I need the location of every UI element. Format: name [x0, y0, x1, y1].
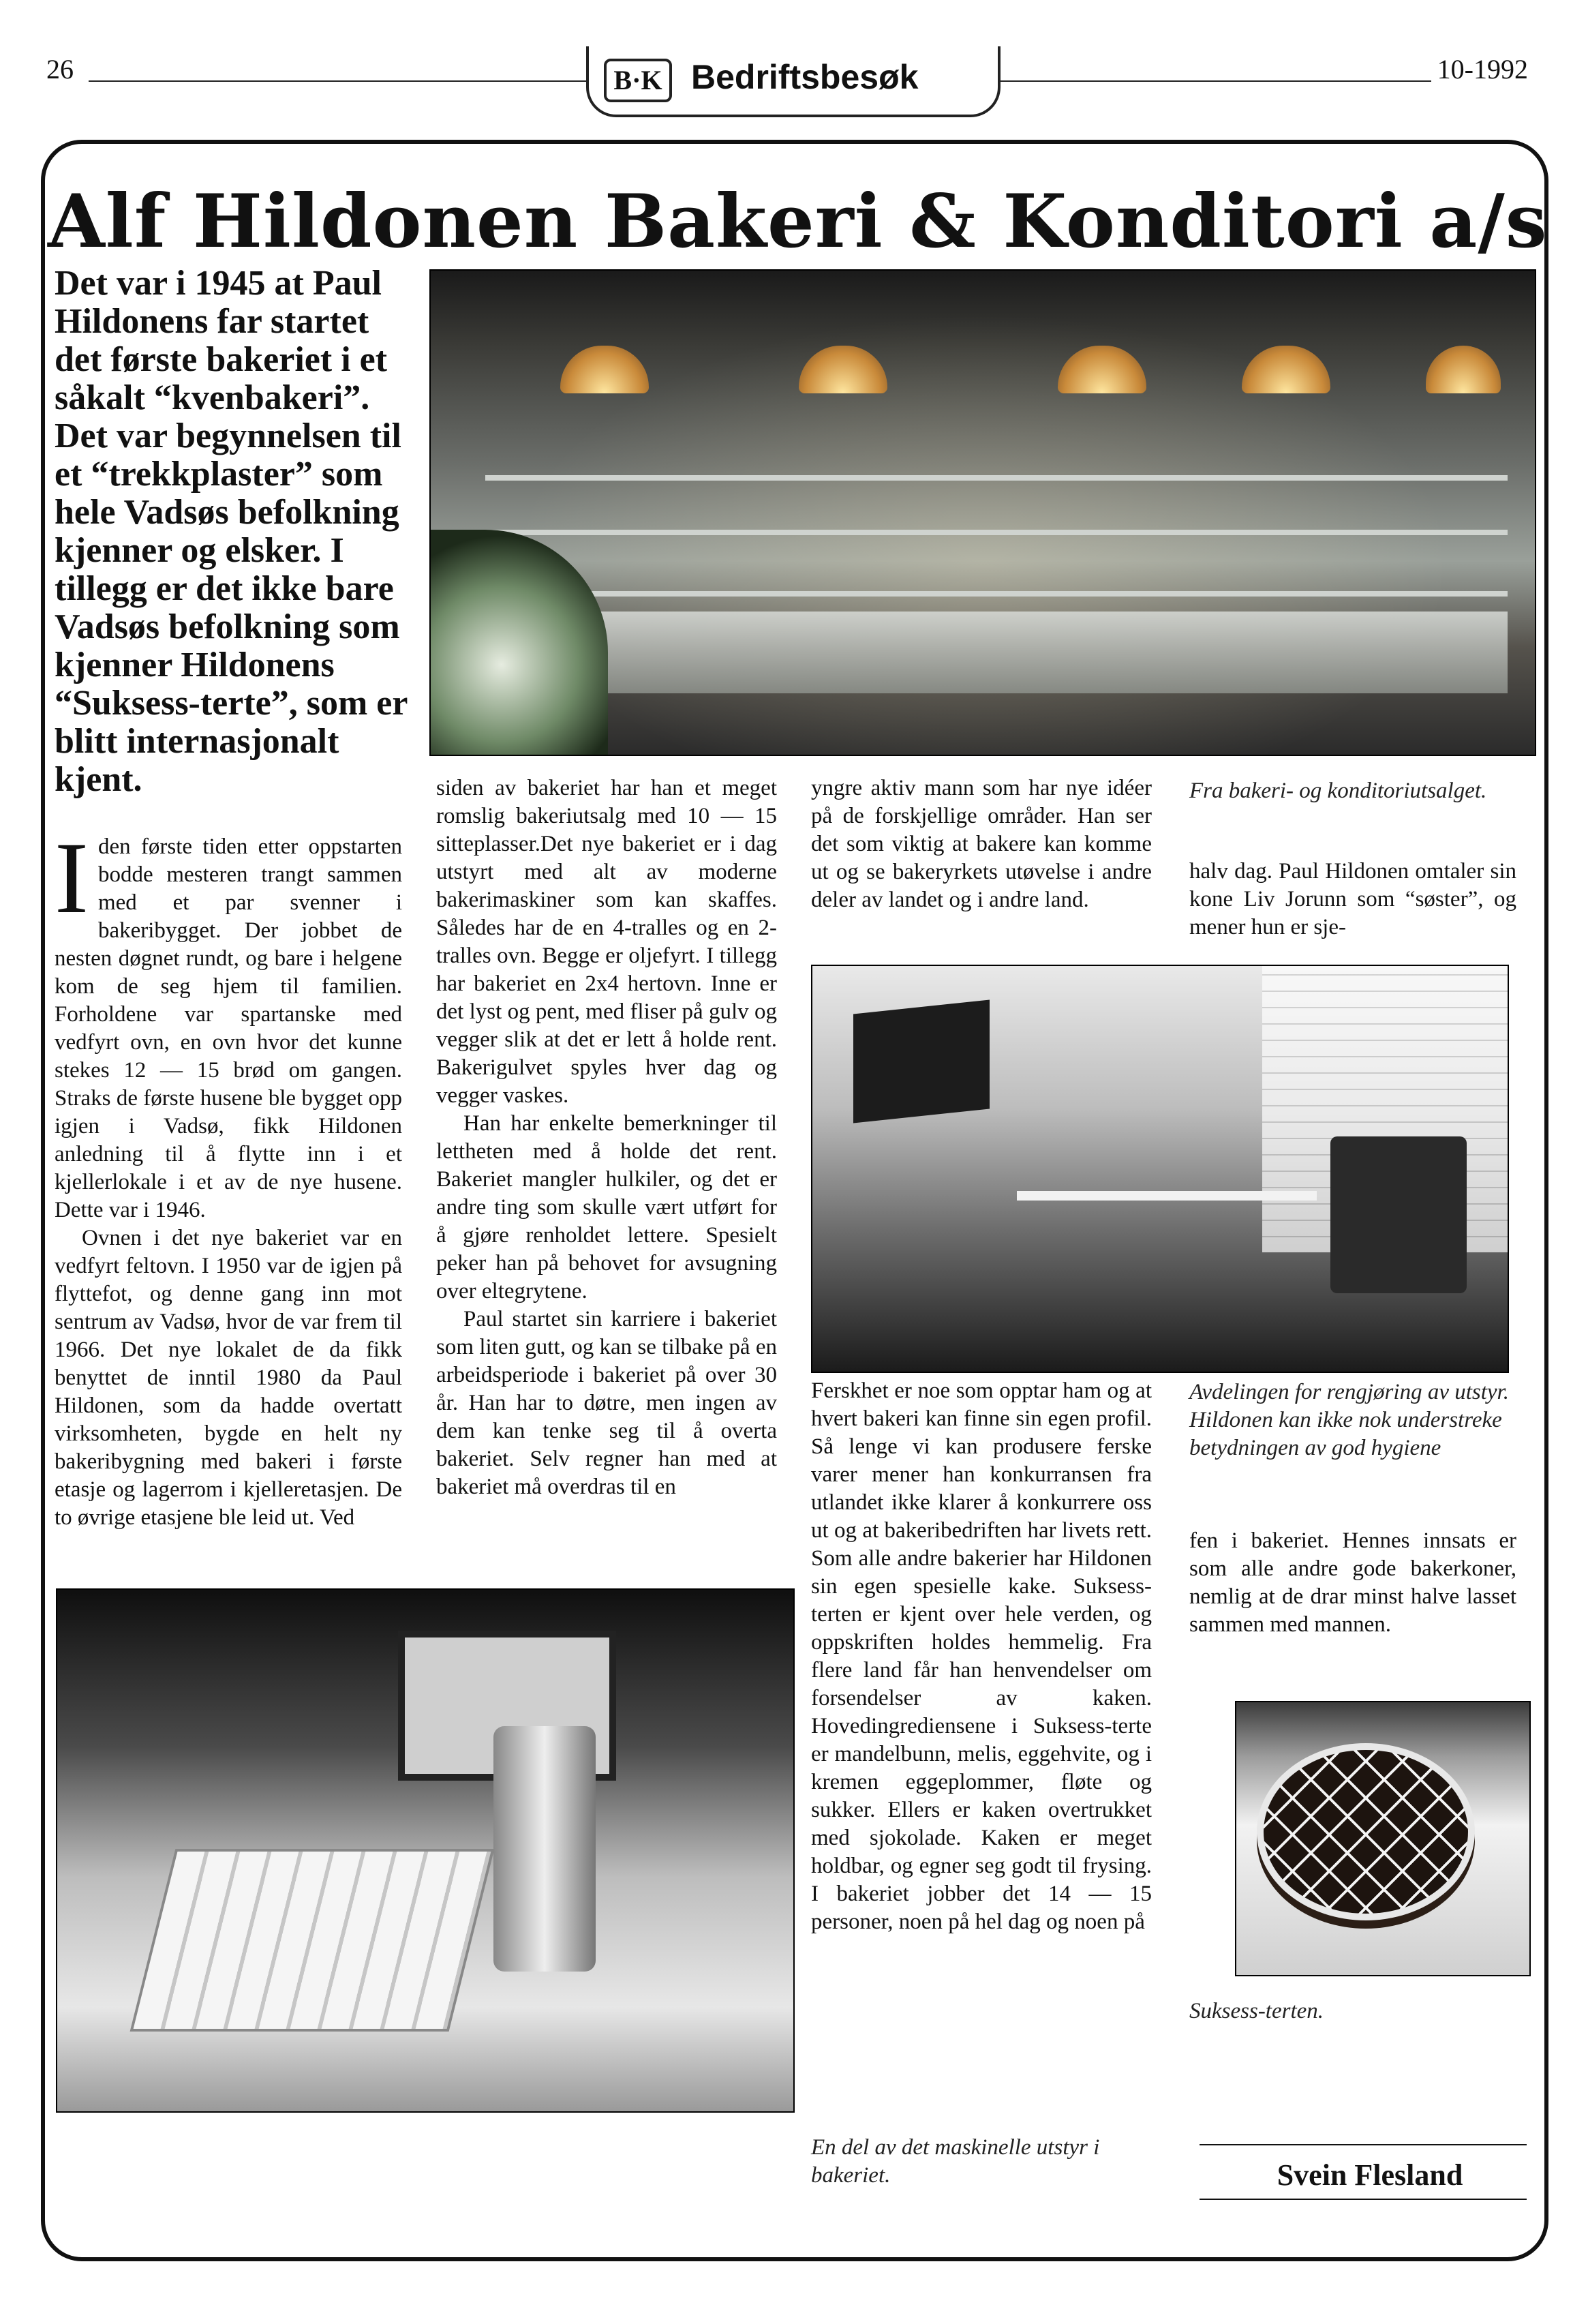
col2-paragraph-1: siden av bakeriet har han et meget romslig bakeriutsalg med 10 — 15 sitteplasser.Det nye bakeriet er i dag utstyrt med alt av moderne bakerimaskiner som kan skaffes. Således har de en 4-tralles og en 2-tralles ovn. Begge er oljefyrt. I tillegg har bakeriet en 2x4 hertovn. Inne er det lyst og pent, med fliser på gulv og vegger slik at det er lett å holde rent. Bakerigulvet spyles hver dag og vegger vaskes.: [436, 776, 777, 1108]
col3-paragraph-2: Ferskhet er noe som opptar ham og at hvert bakeri kan finne sin egen profil. Så lenge vi kan produsere ferske varer mener han konkurransen fra utlandet ikke klarer å konkurrere oss ut og at bakeribedriften har livets rett. Som alle andre bakerier har Hildonen sin egen spesielle kake. Suksess-terten er kjent over hele verden, og oppskriften holdes hemmelig. Fra flere land får han henvendelser om forsendelser av kaken. Hovedingrediensene i Suksess-terte er mandelbunn, melis, eggehvite, og i kremen eggeplommer, fløte og sukker. Ellers er kaken overtrukket med sjokolade. Kaken er meget holdbar, og egner seg godt til frysing. I bakeriet jobber det 14 — 15 personer, noen på hel dag og noen på: [811, 1378, 1152, 1934]
magazine-logo: B·K: [604, 59, 672, 102]
photo-cleaning-department: [811, 965, 1509, 1373]
col4-paragraph-1: halv dag. Paul Hildonen omtaler sin kone Liv Jorunn som “søster”, og mener hun er sje-: [1189, 859, 1516, 939]
issue-number: 10-1992: [1437, 54, 1528, 85]
col3-paragraph-1: yngre aktiv mann som har nye idéer på de forskjellige områder. Han ser det som viktig at bakere kan komme ut og se bakeryrkets utøvelse i andre deler av landet og i andre land.: [811, 776, 1152, 912]
byline-rule-top: [1200, 2144, 1527, 2145]
section-tab: [586, 46, 1001, 117]
header-rule-right: [995, 80, 1431, 82]
page-number: 26: [46, 54, 74, 85]
col4-paragraph-2: fen i bakeriet. Hennes innsats er som alle andre gode bakerkoner, nemlig at de drar minst halve lasset sammen med mannen.: [1189, 1528, 1516, 1637]
byline-rule-bottom: [1200, 2199, 1527, 2200]
section-title: Bedriftsbesøk: [691, 58, 919, 96]
column-1: [55, 821, 402, 1532]
column-3-bottom: [811, 1377, 1152, 1936]
column-2: [436, 774, 777, 1501]
article-title: Alf Hildonen Bakeri & Konditori a/s: [48, 179, 1548, 265]
drop-cap: I: [55, 821, 89, 935]
byline: Svein Flesland: [1277, 2158, 1463, 2192]
photo-bakery-shop: [429, 269, 1536, 756]
caption-cake: Suksess-terten.: [1189, 1999, 1324, 2023]
photo-bakery-machines: [56, 1588, 795, 2113]
caption-kitchen: Avdelingen for rengjøring av utstyr. Hildonen kan ikke nok understreke betydningen av god hygiene: [1189, 1380, 1509, 1460]
column-4-top: [1189, 858, 1516, 941]
photo-suksess-terte: [1235, 1701, 1531, 1976]
column-4-bottom: [1189, 1527, 1516, 1639]
col1-paragraph-1: den første tiden etter oppstarten bodde mesteren trangt sammen med et par svenner i bakeribygget. Der jobbet de nesten døgnet rundt, og bare i helgene kom de seg hjem til familien. Forholdene var spartanske med vedfyrt ovn, en ovn hvor det kunne stekes 12 — 15 brød om gangen. Straks de første husene ble bygget opp igjen i Vadsø, fikk Hildonen anledning til å flytte inn i et kjellerlokale i et av de nye husene. Dette var i 1946.: [55, 834, 402, 1222]
caption-machines: En del av det maskinelle utstyr i bakeriet.: [811, 2135, 1100, 2188]
column-3-top: [811, 774, 1152, 914]
col2-paragraph-3: Paul startet sin karriere i bakeriet som liten gutt, og kan se tilbake på en arbeidsperiode i bakeriet på over 30 år. Han har to døtre, men ingen av dem kan tenke seg til å overta bakeriet. Selv regner han med at bakeriet må overdras til en: [436, 1307, 777, 1499]
col1-paragraph-2: Ovnen i det nye bakeriet var en vedfyrt feltovn. I 1950 var de igjen på flyttefot, og denne gang inn mot sentrum av Vadsø, hvor de var frem til 1966. Det nye lokalet de da fikk benyttet de inntil 1980 da Paul Hildonen, som da hadde overtatt virksomheten, bygde en helt ny bakeribygning med bakeri i første etasje og lagerrom i kjelleretasjen. De to øvrige etasjene ble leid ut. Ved: [55, 1226, 402, 1530]
caption-shop: Fra bakeri- og konditoriutsalget.: [1189, 779, 1487, 803]
header-rule-left: [89, 80, 586, 82]
article-lead: Det var i 1945 at Paul Hildonens far startet det første bakeriet i et såkalt “kvenbakeri”. Det var begynnelsen til et “trekkplaster” som hele Vadsøs befolkning kjenner og elsker. I tillegg er det ikke bare Vadsøs befolkning som kjenner Hildonens “Suksess-terte”, som er blitt internasjonalt kjent.: [55, 264, 408, 799]
col2-paragraph-2: Han har enkelte bemerkninger til lettheten med å holde det rent. Bakeriet mangler hulkiler, og det er andre ting som skulle vært utført for å gjøre renholdet lettere. Spesielt peker han på behovet for avsugning over eltegrytene.: [436, 1111, 777, 1303]
